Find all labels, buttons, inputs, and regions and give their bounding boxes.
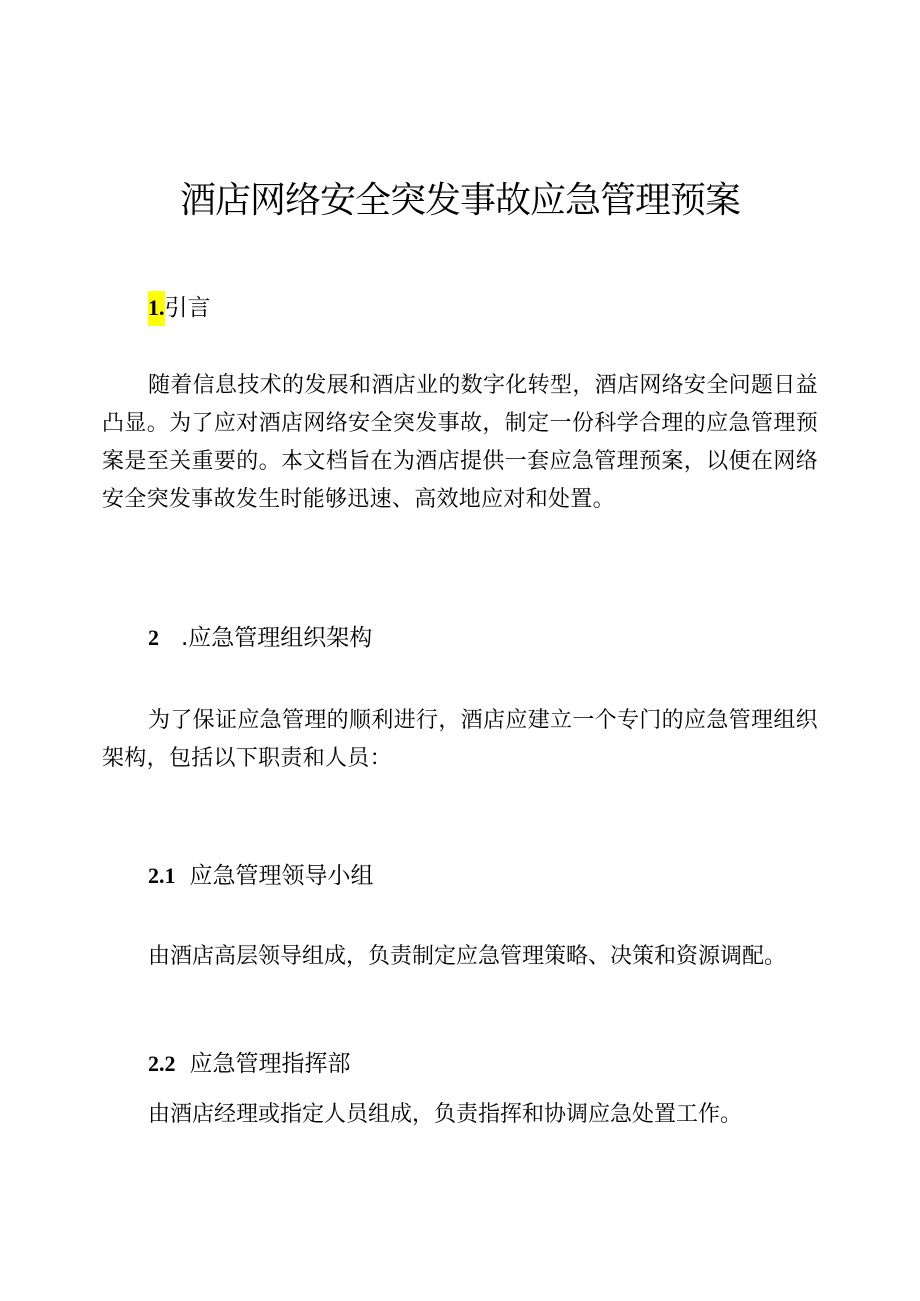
section-1-title: 引言 bbox=[164, 295, 211, 321]
section-1-number: 1. bbox=[148, 291, 165, 326]
section-2-2-paragraph: 由酒店经理或指定人员组成，负责指挥和协调应急处置工作。 bbox=[148, 1102, 743, 1127]
section-2-1-paragraph: 由酒店高层领导组成，负责制定应急管理策略、决策和资源调配。 bbox=[148, 944, 787, 969]
section-1-heading bbox=[148, 292, 211, 324]
section-2-title: .应急管理组织架构 bbox=[181, 625, 373, 651]
section-2-1-title: 应急管理领导小组 bbox=[189, 863, 374, 889]
section-2-paragraph: 为了保证应急管理的顺利进行，酒店应建立一个专门的应急管理组织架构，包括以下职责和人员： bbox=[102, 708, 818, 771]
section-2-number: 2 bbox=[148, 625, 159, 650]
document-title: 酒店网络安全突发事故应急管理预案 bbox=[179, 180, 740, 221]
section-2-1-number: 2.1 bbox=[148, 863, 176, 888]
section-2-2-heading bbox=[148, 1048, 351, 1080]
section-1-paragraph: 随着信息技术的发展和酒店业的数字化转型，酒店网络安全问题日益凸显。为了应对酒店网络安全突发事故，制定一份科学合理的应急管理预案是至关重要的。本文档旨在为酒店提供一套应急管理预案，以便在网络安全突发事故发生时能够迅速、高效地应对和处置。 bbox=[102, 373, 818, 512]
section-2-2-title: 应急管理指挥部 bbox=[189, 1051, 351, 1077]
section-2-heading bbox=[148, 622, 372, 654]
section-2-2-number: 2.2 bbox=[148, 1051, 176, 1076]
section-2-1-heading bbox=[148, 860, 374, 892]
